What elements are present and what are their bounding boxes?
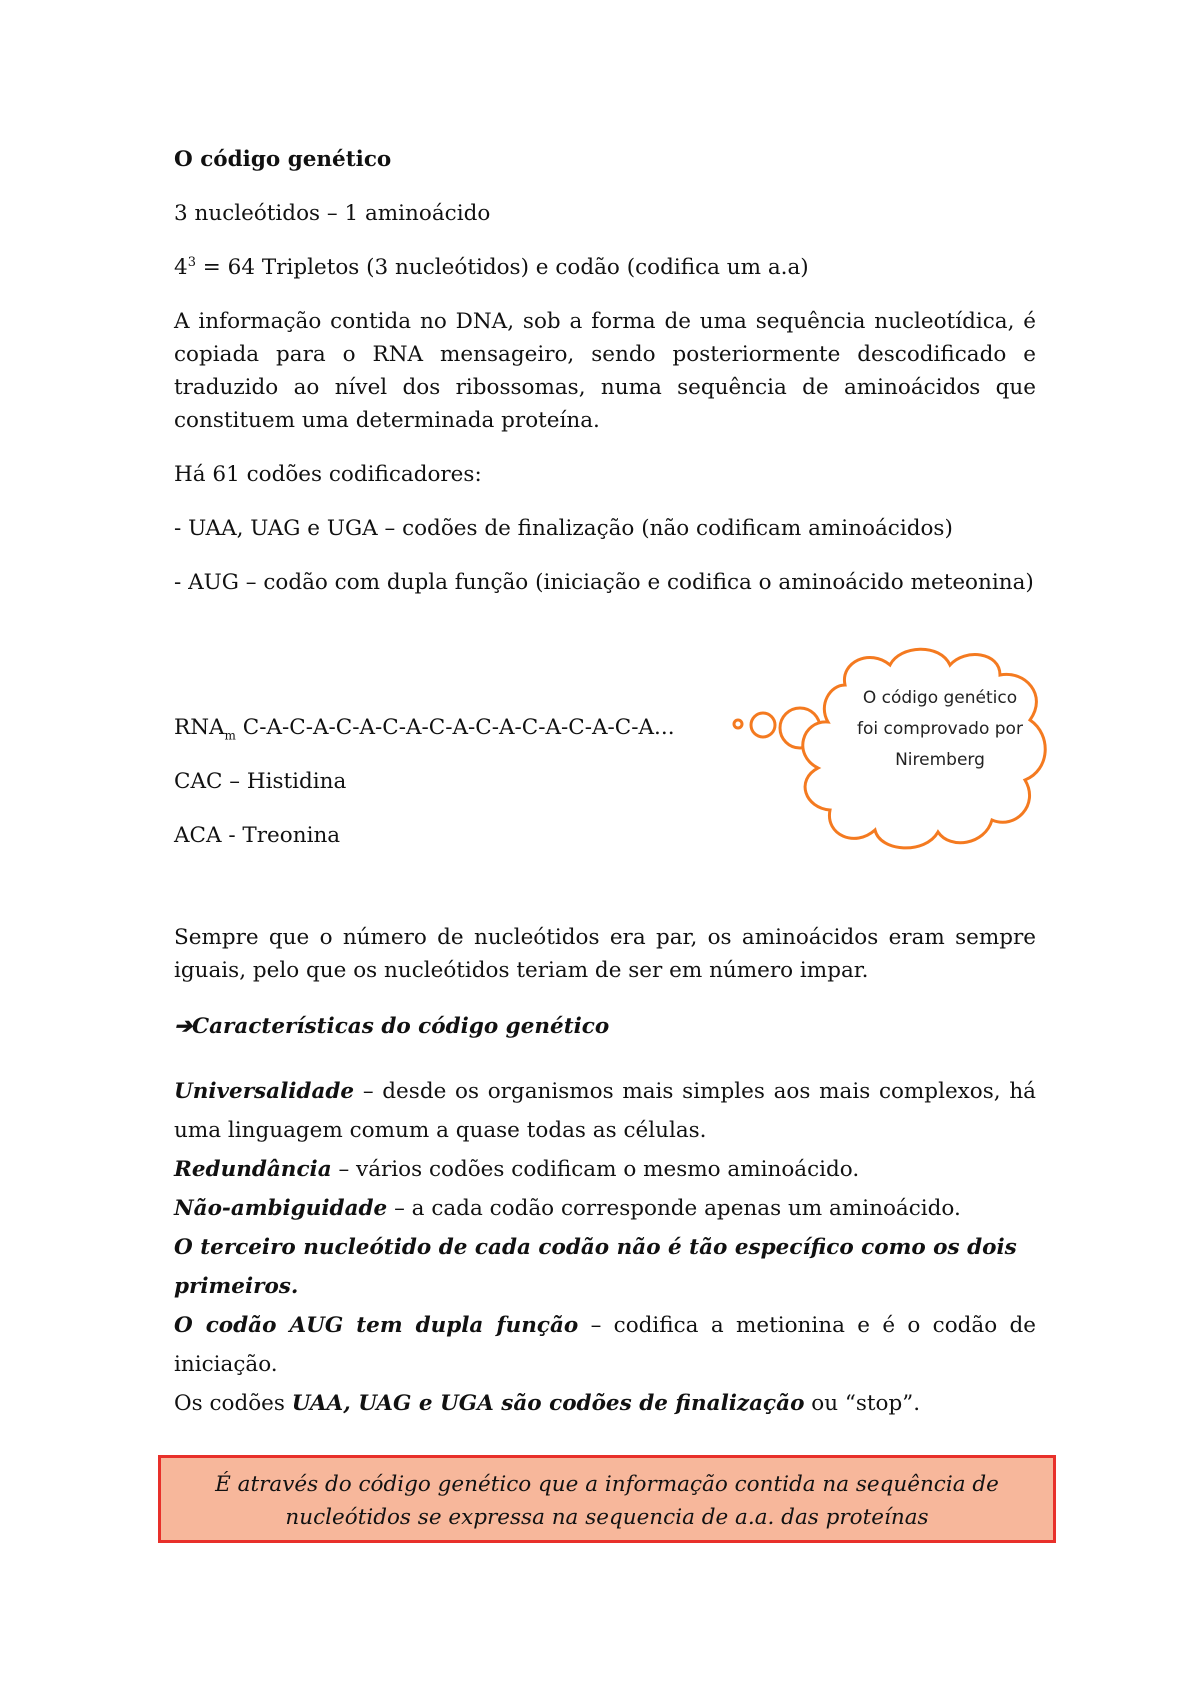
cloud-caption: O código genético foi comprovado por Niremberg — [857, 688, 1023, 770]
codon-histidine: CAC – Histidina — [174, 769, 347, 794]
characteristics-list — [174, 1072, 1036, 1423]
stop-codons-item — [174, 1384, 1036, 1423]
power-exponent: 3 — [187, 254, 196, 270]
codons-count: Há 61 codões codificadores: — [174, 462, 482, 487]
redundancy-term: Redundância — [174, 1157, 332, 1182]
triplets-text: = 64 Tripletos (3 nucleótidos) e codão (codifica um a.a) — [195, 255, 809, 280]
non-ambiguity-text: – a cada codão corresponde apenas um aminoácido. — [387, 1196, 961, 1221]
document-title: O código genético — [174, 147, 392, 172]
thought-bubble-small — [734, 720, 742, 728]
characteristics-title: Características do código genético — [192, 1014, 610, 1039]
triplets-line — [174, 251, 1036, 284]
universality-text: – desde os organismos mais simples aos mais complexos, há uma linguagem comum a quase todas as células. — [174, 1079, 1036, 1143]
stop-prefix: Os codões — [174, 1391, 292, 1416]
redundancy-item — [174, 1150, 1036, 1189]
characteristics-heading — [174, 1010, 1036, 1043]
rna-prefix: RNA — [174, 715, 225, 740]
stop-suffix: ou “stop”. — [804, 1391, 921, 1416]
thought-bubble-medium — [751, 713, 775, 737]
aug-item — [174, 1306, 1036, 1384]
arrow-icon: ➔ — [174, 1014, 193, 1039]
callout-line-1: É através do código genético que a informação contida na sequência de — [215, 1472, 999, 1497]
summary-callout — [158, 1455, 1056, 1543]
codon-threonine: ACA - Treonina — [174, 823, 341, 848]
stop-term: UAA, UAG e UGA são codões de finalização — [291, 1391, 805, 1416]
nucleotides-ratio: 3 nucleótidos – 1 aminoácido — [174, 201, 491, 226]
aug-term: O codão AUG tem dupla função — [174, 1313, 579, 1338]
third-nucleotide-item: O terceiro nucleótido de cada codão não é tão específico como os dois primeiros. — [174, 1235, 1017, 1299]
non-ambiguity-term: Não-ambiguidade — [174, 1196, 388, 1221]
dna-info-paragraph: A informação contida no DNA, sob a forma de uma sequência nucleotídica, é copiada para o RNA mensageiro, sendo posteriormente descodificado e traduzido ao nível dos ribossomas, numa sequência de aminoácidos que constituem uma determinada proteína. — [174, 309, 1036, 433]
redundancy-text: – vários codões codificam o mesmo aminoácido. — [331, 1157, 860, 1182]
universality-term: Universalidade — [174, 1079, 355, 1104]
callout-line-2: nucleótidos se expressa na sequencia de a.a. das proteínas — [285, 1505, 929, 1530]
stop-codons-line: - UAA, UAG e UGA – codões de finalização (não codificam aminoácidos) — [174, 516, 953, 541]
rna-subscript: m — [224, 728, 236, 743]
universality-item — [174, 1072, 1036, 1150]
non-ambiguity-item — [174, 1189, 1036, 1228]
rna-sequence — [174, 711, 734, 752]
power-base: 4 — [174, 255, 188, 280]
aug-text: – codifica a metionina e é o codão de iniciação. — [174, 1313, 1037, 1377]
aug-codon-line: - AUG – codão com dupla função (iniciação e codifica o aminoácido meteonina) — [174, 570, 1034, 595]
rna-bases: C-A-C-A-C-A-C-A-C-A-C-A-C-A-C-A-C-A... — [235, 715, 675, 740]
odd-nucleotides-paragraph: Sempre que o número de nucleótidos era par, os aminoácidos eram sempre iguais, pelo que os nucleótidos teriam de ser em número impar. — [174, 925, 1036, 983]
